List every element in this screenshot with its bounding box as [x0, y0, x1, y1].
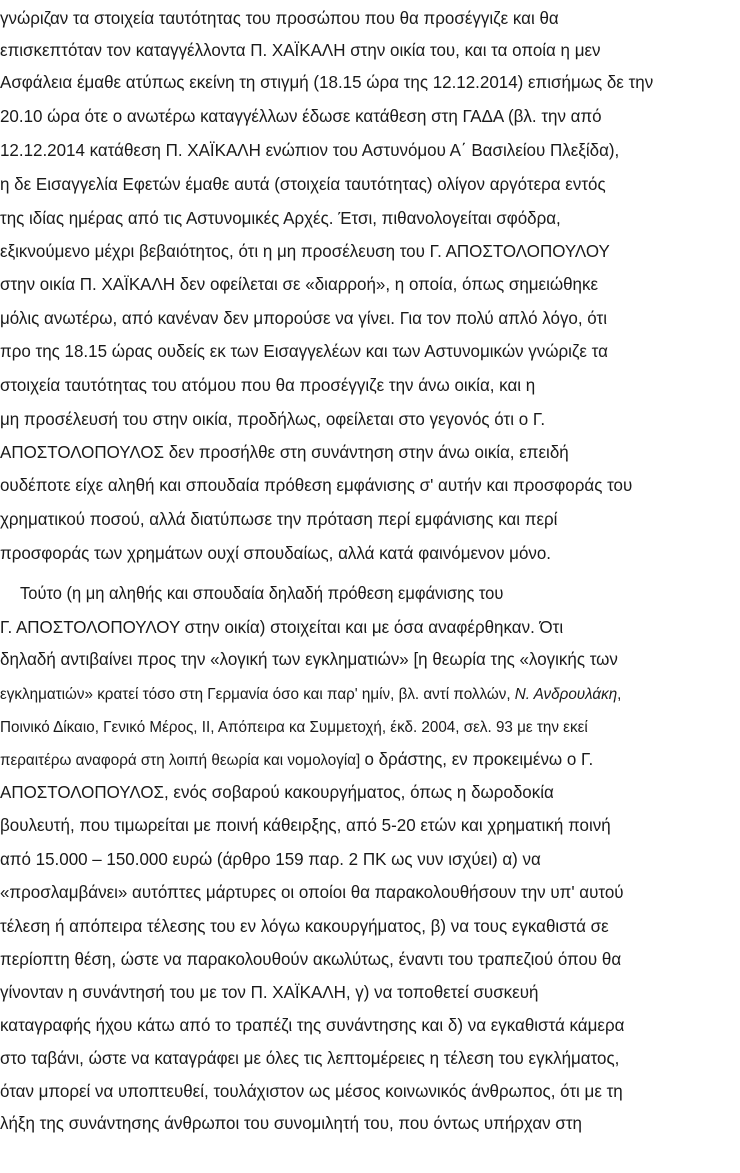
text-segment: ουδέποτε είχε αληθή και σπουδαία πρόθεση εμφάνισης σ' αυτήν και προσφοράς του	[0, 475, 633, 495]
text-line	[0, 370, 722, 400]
text-line	[0, 470, 722, 500]
text-segment: γνώριζαν τα στοιχεία ταυτότητας του προσώπου που θα προσέγγιζε και θα	[0, 8, 559, 28]
text-line	[0, 744, 722, 774]
text-line	[0, 101, 722, 131]
text-line	[0, 844, 722, 874]
text-segment: στο ταβάνι, ώστε να καταγράφει με όλες τις λεπτομέρειες η τέλεση του εγκλήματος,	[0, 1048, 620, 1068]
text-line	[0, 3, 722, 33]
text-segment: περαιτέρω αναφορά στη λοιπή θεωρία και νομολογία]	[0, 752, 365, 769]
text-segment: «προσλαμβάνει» αυτόπτες μάρτυρες οι οποίοι θα παρακολουθήσουν την υπ' αυτού	[0, 882, 624, 902]
text-segment: από 15.000 – 150.000 ευρώ (άρθρο 159 παρ. 2 ΠΚ ως νυν ισχύει) α) να	[0, 849, 541, 869]
text-segment: δηλαδή αντιβαίνει προς την «λογική των εγκληματιών» [η θεωρία της «λογικής των	[0, 649, 618, 669]
text-line	[0, 644, 722, 674]
text-line	[0, 1043, 722, 1073]
text-segment: εγκληματιών» κρατεί τόσο στη Γερμανία όσο και παρ' ημίν, βλ. αντί πολλών,	[0, 686, 515, 703]
text-segment: μη προσέλευσή του στην οικία, προδήλως, οφείλεται στο γεγονός ότι ο Γ.	[0, 409, 546, 429]
text-line	[0, 236, 722, 266]
text-line	[0, 303, 722, 333]
text-line	[0, 612, 722, 642]
text-line	[0, 977, 722, 1007]
text-line	[0, 67, 722, 97]
text-segment: ο δράστης, εν προκειμένω ο Γ.	[364, 749, 594, 769]
text-segment: προ της 18.15 ώρας ουδείς εκ των Εισαγγελέων και των Αστυνομικών γνώριζε τα	[0, 341, 608, 361]
text-segment: η δε Εισαγγελία Εφετών έμαθε αυτά (στοιχεία ταυτότητας) ολίγον αργότερα εντός	[0, 174, 606, 194]
text-segment: Ασφάλεια έμαθε ατύπως εκείνη τη στιγμή (18.15 ώρα της 12.12.2014) επισήμως δε την	[0, 72, 654, 92]
text-segment: 20.10 ώρα ότε ο ανωτέρω καταγγέλλων έδωσε κατάθεση στη ΓΑΔΑ (βλ. την από	[0, 106, 602, 126]
text-segment: χρηματικού ποσού, αλλά διατύπωσε την πρόταση περί εμφάνισης και περί	[0, 509, 558, 529]
text-line	[20, 578, 722, 608]
text-line	[0, 169, 722, 199]
text-segment: στην οικία Π. ΧΑΪΚΑΛΗ δεν οφείλεται σε «διαρροή», η οποία, όπως σημειώθηκε	[0, 274, 599, 294]
text-line	[0, 203, 722, 233]
italic-citation: Ν. Ανδρουλάκη	[514, 686, 618, 703]
text-segment: 12.12.2014 κατάθεση Π. ΧΑΪΚΑΛΗ ενώπιον του Αστυνόμου Α΄ Βασιλείου Πλεξίδα),	[0, 140, 620, 160]
text-line	[0, 877, 722, 907]
text-segment: Γ. ΑΠΟΣΤΟΛΟΠΟΥΛΟΥ στην οικία) στοιχείται και με όσα αναφέρθηκαν. Ότι	[0, 617, 564, 637]
text-line	[0, 504, 722, 534]
text-line	[0, 678, 722, 708]
text-line	[0, 1010, 722, 1040]
text-segment: στοιχεία ταυτότητας του ατόμου που θα προσέγγιζε την άνω οικία, και η	[0, 375, 536, 395]
text-segment: βουλευτή, που τιμωρείται με ποινή κάθειρξης, από 5-20 ετών και χρηματική ποινή	[0, 815, 611, 835]
text-segment: Ποινικό Δίκαιο, Γενικό Μέρος, ΙΙ, Απόπειρα κα Συμμετοχή, έκδ. 2004, σελ. 93 με την εκεί	[0, 719, 588, 736]
text-segment: καταγραφής ήχου κάτω από το τραπέζι της συνάντησης και δ) να εγκαθιστά κάμερα	[0, 1015, 625, 1035]
text-line	[0, 911, 722, 941]
text-segment: της ιδίας ημέρας από τις Αστυνομικές Αρχές. Έτσι, πιθανολογείται σφόδρα,	[0, 208, 561, 228]
text-segment: ,	[617, 686, 622, 703]
text-segment: λήξη της συνάντησης άνθρωποι του συνομιλητή του, που όντως υπήρχαν στη	[0, 1113, 583, 1133]
text-segment: μόλις ανωτέρω, από κανέναν δεν μπορούσε να γίνει. Για τον πολύ απλό λόγο, ότι	[0, 308, 607, 328]
text-segment: όταν μπορεί να υποπτευθεί, τουλάχιστον ως μέσος κοινωνικός άνθρωπος, ότι με τη	[0, 1081, 623, 1101]
text-line	[0, 944, 722, 974]
text-line	[0, 810, 722, 840]
text-segment: Τούτο (η μη αληθής και σπουδαία δηλαδή πρόθεση εμφάνισης του	[20, 583, 504, 603]
text-segment: επισκεπτόταν τον καταγγέλλοντα Π. ΧΑΪΚΑΛΗ στην οικία του, και τα οποία η μεν	[0, 40, 601, 60]
text-segment: περίοπτη θέση, ώστε να παρακολουθούν ακωλύτως, έναντι του τραπεζιού όπου θα	[0, 949, 622, 969]
text-line	[0, 404, 722, 434]
text-segment: ΑΠΟΣΤΟΛΟΠΟΥΛΟΣ, ενός σοβαρού κακουργήματος, όπως η δωροδοκία	[0, 782, 554, 802]
text-segment: ΑΠΟΣΤΟΛΟΠΟΥΛΟΣ δεν προσήλθε στη συνάντηση στην άνω οικία, επειδή	[0, 442, 569, 462]
text-line	[0, 135, 722, 165]
text-segment: προσφοράς των χρημάτων ουχί σπουδαίως, αλλά κατά φαινόμενον μόνο.	[0, 543, 552, 563]
text-line	[0, 35, 722, 65]
text-line	[0, 437, 722, 467]
text-line	[0, 538, 722, 568]
text-segment: τέλεση ή απόπειρα τέλεσης του εν λόγω κακουργήματος, β) να τους εγκαθιστά σε	[0, 916, 609, 936]
text-line	[0, 269, 722, 299]
text-segment: γίνονταν η συνάντησή του με τον Π. ΧΑΪΚΑΛΗ, γ) να τοποθετεί συσκευή	[0, 982, 539, 1002]
text-line	[0, 336, 722, 366]
text-line	[0, 1108, 722, 1138]
text-line	[0, 1076, 722, 1106]
text-segment: εξικνούμενο μέχρι βεβαιότητος, ότι η μη προσέλευση του Γ. ΑΠΟΣΤΟΛΟΠΟΥΛΟΥ	[0, 241, 610, 261]
text-line	[0, 711, 722, 741]
text-line	[0, 777, 722, 807]
